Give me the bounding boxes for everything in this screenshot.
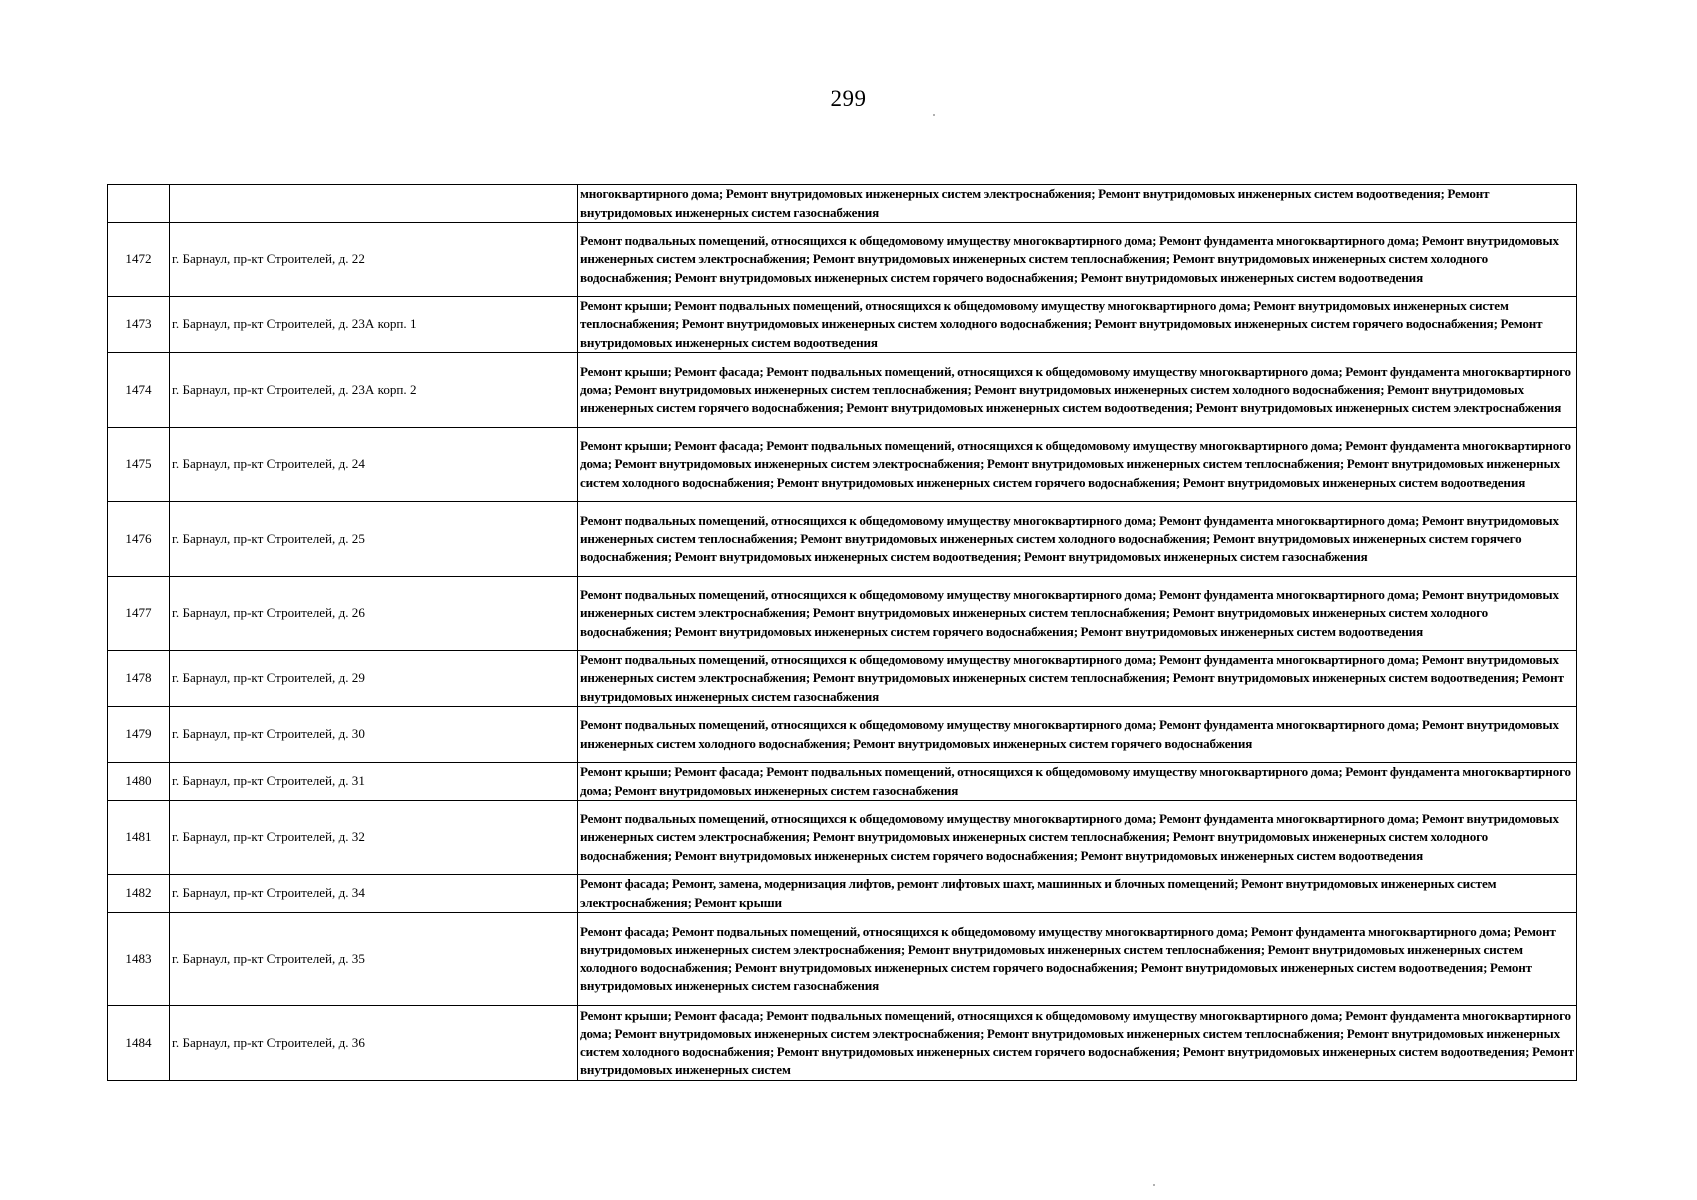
table-row (108, 913, 1577, 1006)
scan-speck (1153, 1184, 1155, 1186)
table-row (108, 651, 1577, 707)
row-address: г. Барнаул, пр-кт Строителей, д. 23А корп. 2 (170, 353, 578, 428)
row-number: 1483 (108, 913, 170, 1006)
row-number: 1474 (108, 353, 170, 428)
row-address: г. Барнаул, пр-кт Строителей, д. 32 (170, 801, 578, 875)
row-works: Ремонт подвальных помещений, относящихся к общедомовому имуществу многоквартирного дома; Ремонт фундамента многоквартирного дома; Ремонт внутридомовых инженерных систем электроснабжения; Ремонт внутридомовых инженерных систем теплоснабжения; Ремонт внутридомовых инженерных систем холодного водоснабжения; Ремонт внутридомовых инженерных систем горячего водоснабжения; Ремонт внутридомовых инженерных систем водоотведения (578, 223, 1577, 297)
row-number: 1473 (108, 297, 170, 353)
page-number: 299 (830, 86, 867, 111)
row-works: Ремонт подвальных помещений, относящихся к общедомовому имуществу многоквартирного дома; Ремонт фундамента многоквартирного дома; Ремонт внутридомовых инженерных систем электроснабжения; Ремонт внутридомовых инженерных систем теплоснабжения; Ремонт внутридомовых инженерных систем водоотведения; Ремонт внутридомовых инженерных систем газоснабжения (578, 651, 1577, 707)
table-row (108, 801, 1577, 875)
row-number: 1472 (108, 223, 170, 297)
row-works: Ремонт подвальных помещений, относящихся к общедомовому имуществу многоквартирного дома; Ремонт фундамента многоквартирного дома; Ремонт внутридомовых инженерных систем электроснабжения; Ремонт внутридомовых инженерных систем теплоснабжения; Ремонт внутридомовых инженерных систем холодного водоснабжения; Ремонт внутридомовых инженерных систем горячего водоснабжения; Ремонт внутридомовых инженерных систем водоотведения (578, 577, 1577, 651)
row-works: Ремонт крыши; Ремонт фасада; Ремонт подвальных помещений, относящихся к общедомовому имуществу многоквартирного дома; Ремонт фундамента многоквартирного дома; Ремонт внутридомовых инженерных систем теплоснабжения; Ремонт внутридомовых инженерных систем холодного водоснабжения; Ремонт внутридомовых инженерных систем горячего водоснабжения; Ремонт внутридомовых инженерных систем водоотведения; Ремонт внутридомовых инженерных систем электроснабжения (578, 353, 1577, 428)
row-number: 1476 (108, 502, 170, 577)
row-works: Ремонт фасада; Ремонт подвальных помещений, относящихся к общедомовому имуществу многоквартирного дома; Ремонт фундамента многоквартирного дома; Ремонт внутридомовых инженерных систем электроснабжения; Ремонт внутридомовых инженерных систем теплоснабжения; Ремонт внутридомовых инженерных систем холодного водоснабжения; Ремонт внутридомовых инженерных систем горячего водоснабжения; Ремонт внутридомовых инженерных систем водоотведения; Ремонт внутридомовых инженерных систем газоснабжения (578, 913, 1577, 1006)
row-works: многоквартирного дома; Ремонт внутридомовых инженерных систем электроснабжения; Ремонт внутридомовых инженерных систем водоотведения; Ремонт внутридомовых инженерных систем газоснабжения (578, 185, 1577, 223)
row-address: г. Барнаул, пр-кт Строителей, д. 22 (170, 223, 578, 297)
row-address: г. Барнаул, пр-кт Строителей, д. 25 (170, 502, 578, 577)
registry-table (107, 184, 1577, 1081)
row-address: г. Барнаул, пр-кт Строителей, д. 31 (170, 763, 578, 801)
row-number: 1481 (108, 801, 170, 875)
row-address: г. Барнаул, пр-кт Строителей, д. 34 (170, 875, 578, 913)
row-address: г. Барнаул, пр-кт Строителей, д. 24 (170, 428, 578, 502)
table-row (108, 185, 1577, 223)
row-address (170, 185, 578, 223)
row-works: Ремонт крыши; Ремонт подвальных помещений, относящихся к общедомовому имуществу многоквартирного дома; Ремонт внутридомовых инженерных систем теплоснабжения; Ремонт внутридомовых инженерных систем холодного водоснабжения; Ремонт внутридомовых инженерных систем горячего водоснабжения; Ремонт внутридомовых инженерных систем водоотведения (578, 297, 1577, 353)
scan-speck (933, 114, 935, 116)
table-row (108, 502, 1577, 577)
table-row (108, 297, 1577, 353)
row-number: 1479 (108, 707, 170, 763)
row-works: Ремонт крыши; Ремонт фасада; Ремонт подвальных помещений, относящихся к общедомовому имуществу многоквартирного дома; Ремонт фундамента многоквартирного дома; Ремонт внутридомовых инженерных систем электроснабжения; Ремонт внутридомовых инженерных систем теплоснабжения; Ремонт внутридомовых инженерных систем холодного водоснабжения; Ремонт внутридомовых инженерных систем горячего водоснабжения; Ремонт внутридомовых инженерных систем водоотведения (578, 428, 1577, 502)
row-works: Ремонт крыши; Ремонт фасада; Ремонт подвальных помещений, относящихся к общедомовому имуществу многоквартирного дома; Ремонт фундамента многоквартирного дома; Ремонт внутридомовых инженерных систем газоснабжения (578, 763, 1577, 801)
row-address: г. Барнаул, пр-кт Строителей, д. 23А корп. 1 (170, 297, 578, 353)
row-address: г. Барнаул, пр-кт Строителей, д. 29 (170, 651, 578, 707)
row-address: г. Барнаул, пр-кт Строителей, д. 30 (170, 707, 578, 763)
table-row (108, 875, 1577, 913)
row-number: 1484 (108, 1006, 170, 1081)
row-address: г. Барнаул, пр-кт Строителей, д. 35 (170, 913, 578, 1006)
row-works: Ремонт крыши; Ремонт фасада; Ремонт подвальных помещений, относящихся к общедомовому имуществу многоквартирного дома; Ремонт фундамента многоквартирного дома; Ремонт внутридомовых инженерных систем электроснабжения; Ремонт внутридомовых инженерных систем теплоснабжения; Ремонт внутридомовых инженерных систем холодного водоснабжения; Ремонт внутридомовых инженерных систем горячего водоснабжения; Ремонт внутридомовых инженерных систем водоотведения; Ремонт внутридомовых инженерных систем (578, 1006, 1577, 1081)
row-works: Ремонт подвальных помещений, относящихся к общедомовому имуществу многоквартирного дома; Ремонт фундамента многоквартирного дома; Ремонт внутридомовых инженерных систем холодного водоснабжения; Ремонт внутридомовых инженерных систем горячего водоснабжения (578, 707, 1577, 763)
row-number: 1482 (108, 875, 170, 913)
row-address: г. Барнаул, пр-кт Строителей, д. 36 (170, 1006, 578, 1081)
row-number: 1478 (108, 651, 170, 707)
table-row (108, 223, 1577, 297)
row-number (108, 185, 170, 223)
row-address: г. Барнаул, пр-кт Строителей, д. 26 (170, 577, 578, 651)
table-row (108, 1006, 1577, 1081)
row-works: Ремонт подвальных помещений, относящихся к общедомовому имуществу многоквартирного дома; Ремонт фундамента многоквартирного дома; Ремонт внутридомовых инженерных систем теплоснабжения; Ремонт внутридомовых инженерных систем холодного водоснабжения; Ремонт внутридомовых инженерных систем горячего водоснабжения; Ремонт внутридомовых инженерных систем водоотведения; Ремонт внутридомовых инженерных систем газоснабжения (578, 502, 1577, 577)
table-row (108, 577, 1577, 651)
row-number: 1475 (108, 428, 170, 502)
row-works: Ремонт фасада; Ремонт, замена, модернизация лифтов, ремонт лифтовых шахт, машинных и блочных помещений; Ремонт внутридомовых инженерных систем электроснабжения; Ремонт крыши (578, 875, 1577, 913)
table-row (108, 707, 1577, 763)
row-number: 1480 (108, 763, 170, 801)
table-row (108, 428, 1577, 502)
row-works: Ремонт подвальных помещений, относящихся к общедомовому имуществу многоквартирного дома; Ремонт фундамента многоквартирного дома; Ремонт внутридомовых инженерных систем электроснабжения; Ремонт внутридомовых инженерных систем теплоснабжения; Ремонт внутридомовых инженерных систем холодного водоснабжения; Ремонт внутридомовых инженерных систем горячего водоснабжения; Ремонт внутридомовых инженерных систем водоотведения (578, 801, 1577, 875)
table-row (108, 353, 1577, 428)
table-row (108, 763, 1577, 801)
row-number: 1477 (108, 577, 170, 651)
